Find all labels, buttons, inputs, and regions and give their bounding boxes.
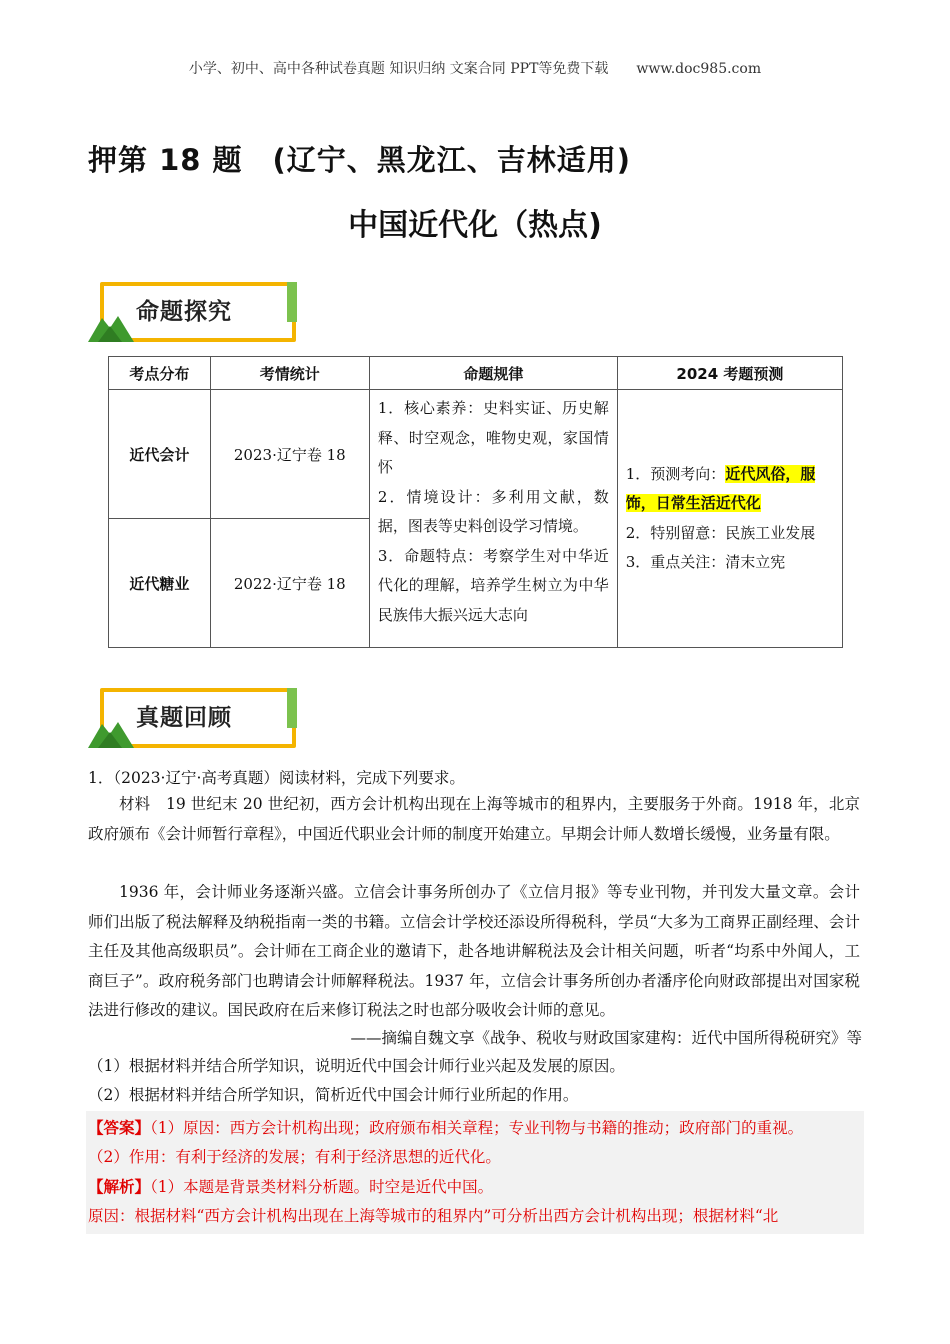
material-paragraph-2: 1936 年，会计师业务逐渐兴盛。立信会计事务所创办了《立信月报》等专业刊物，并刊发大量文章。会计师们出版了税法解释及纳税指南一类的书籍。立信会计学校还添设所得税科，学员“大多为工商界正副经理、会计主任及其他高级职员”。会计师在工商企业的邀请下，赴各地讲解税法及会计相关问题，听者“均系中外闻人，工商巨子”。政府税务部门也聘请会计师解释税法。1937 年，立信会计事务所创办者潘序伦向财政部提出对国家税法进行修改的建议。国民政府在后来修订税法之时也部分吸收会计师的意见。 (88, 883, 860, 1019)
text-line: 2．情境设计：多利用文献，数据，图表等史料创设学习情境。 (377, 487, 609, 535)
page-subtitle: 中国近代化（热点) (348, 208, 602, 243)
section-banner-label: 真题回顾 (136, 705, 232, 731)
prediction-highlight: 近代风俗，服饰，日常生活近代化 (625, 464, 816, 512)
answer-text-1: （1）原因：西方会计机构出现；政府颁布相关章程；专业刊物与书籍的推动；政府部门的重视。 (150, 1119, 804, 1137)
section-banner-label: 命题探究 (136, 299, 232, 325)
material-source: ——摘编自魏文享《战争、税收与财政国家建构：近代中国所得税研究》等 (350, 1029, 862, 1047)
table-cell-topic: 近代会计 (109, 390, 211, 519)
answer-tag: 【答案】 (88, 1119, 151, 1137)
prediction-prefix: 1．预测考向： (625, 464, 726, 483)
table-cell-rules (369, 390, 617, 648)
text-line: 3．重点关注：清末立宪 (625, 553, 786, 571)
answer-line-1 (88, 1114, 803, 1143)
table-row (109, 390, 843, 519)
text-line: 3．命题特点：考察学生对中华近代化的理解，培养学生树立为中华民族伟大振兴远大志向 (377, 546, 609, 624)
table-header: 2024 考题预测 (617, 357, 842, 390)
table-cell-stat: 2023·辽宁卷 18 (210, 390, 369, 519)
page-title: 押第 18 题 (辽宁、黑龙江、吉林适用) (88, 143, 632, 177)
answer-line-2: （2）作用：有利于经济的发展；有利于经济思想的近代化。 (88, 1148, 501, 1166)
analysis-tag: 【解析】 (88, 1178, 151, 1196)
table-header-row (109, 357, 843, 390)
table-header: 考点分布 (109, 357, 211, 390)
question-intro: 1．（2023·辽宁·高考真题）阅读材料，完成下列要求。 (88, 769, 465, 787)
text-line: 1．核心素养：史料实证、历史解释、时空观念，唯物史观，家国情怀 (377, 399, 609, 476)
table-cell-topic: 近代糖业 (109, 519, 211, 648)
section-banner-review (92, 686, 297, 748)
material-paragraph-1: 材料 19 世纪末 20 世纪初，西方会计机构出现在上海等城市的租界内，主要服务于外商。1918 年，北京政府颁布《会计师暂行章程》，中国近代职业会计师的制度开始建立。早期会计师人数增长缓慢，业务量有限。 (88, 795, 860, 843)
rules-text (378, 394, 609, 630)
table-header: 命题规律 (369, 357, 617, 390)
prediction-rest (626, 519, 834, 578)
section-banner-propose (92, 280, 297, 342)
table-header: 考情统计 (210, 357, 369, 390)
site-header: 小学、初中、高中各种试卷真题 知识归纳 文案合同 PPT等免费下载 www.doc985.com (188, 61, 762, 77)
table-cell-prediction (617, 390, 842, 648)
analysis-line-2: 原因：根据材料“西方会计机构出现在上海等城市的租界内”可分析出西方会计机构出现；根据材料“北 (88, 1207, 779, 1225)
text-line: 2．特别留意：民族工业发展 (625, 523, 816, 542)
analysis-text-1: （1）本题是背景类材料分析题。时空是近代中国。 (150, 1178, 494, 1196)
analysis-line-1 (88, 1173, 493, 1202)
sub-question-2: （2）根据材料并结合所学知识，简析近代中国会计师行业所起的作用。 (88, 1086, 579, 1104)
mountain-icon (88, 716, 138, 750)
sub-question-1: （1）根据材料并结合所学知识，说明近代中国会计师行业兴起及发展的原因。 (88, 1057, 625, 1075)
table-cell-stat: 2022·辽宁卷 18 (210, 519, 369, 648)
exam-analysis-table (108, 356, 843, 648)
mountain-icon (88, 310, 138, 344)
